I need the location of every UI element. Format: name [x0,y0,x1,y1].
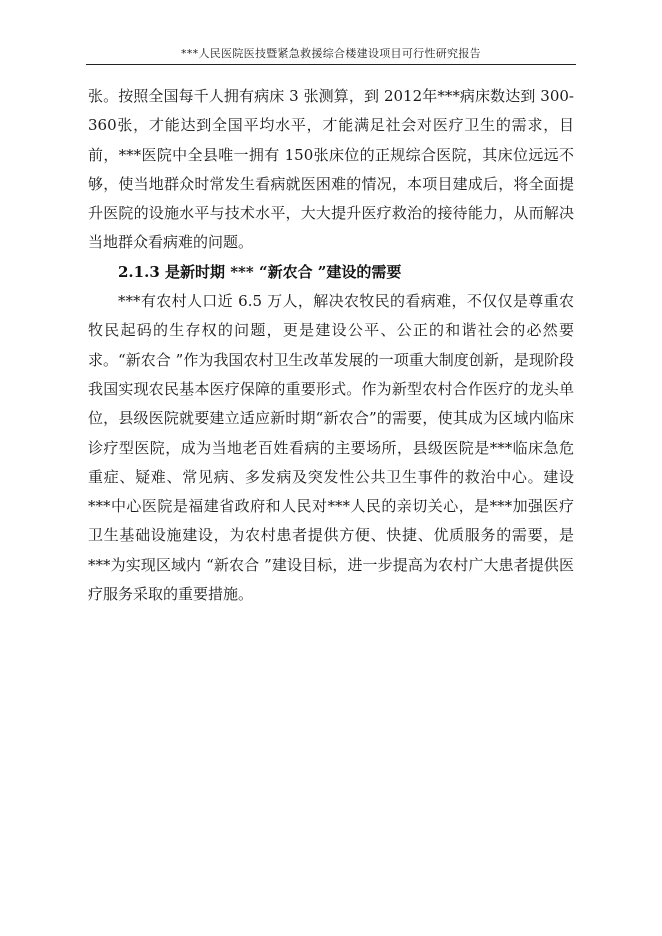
page-header [86,44,576,65]
section-paragraph: ***有农村人口近 6.5 万人，解决农牧民的看病难，不仅仅是尊重农牧民起码的生存权的问题，更是建设公平、公正的和谐社会的必然要求。“新农合 ”作为我国农村卫生改革发展的一项重大制度创新，是现阶段我国实现农民基本医疗保障的重要形式。作为新型农村合作医疗的龙头单位，县级医院就要建立适应新时期“新农合”的需要，使其成为区域内临床诊疗型医院，成为当地老百姓看病的主要场所，县级医院是***临床急危重症、疑难、常见病、多发病及突发性公共卫生事件的救治中心。建设***中心医院是福建省政府和人民对***人民的亲切关心，是***加强医疗卫生基础设施建设，为农村患者提供方便、快捷、优质服务的需要，是***为实现区域内 “新农合 ”建设目标，进一步提高为农村广大患者提供医疗服务采取的重要措施。 [88,292,574,604]
report-title: ***人民医院医技暨紧急救援综合楼建设项目可行性研究报告 [181,47,481,60]
section-heading: 2.1.3 是新时期 *** “新农合 ”建设的需要 [118,262,402,281]
continuation-paragraph: 张。按照全国每千人拥有病床 3 张测算，到 2012年***病床数达到 300-360张，才能达到全国平均水平，才能满足社会对医疗卫生的需求，目前，***医院中全县唯一拥有 150张床位的正规综合医院，其床位远远不够，使当地群众时常发生看病就医困难的情况，本项目建成后，将全面提升医院的设施水平与技术水平，大大提升医疗救治的接待能力，从而解决当地群众看病难的问题。 [88,87,574,252]
document-body [88,82,574,609]
